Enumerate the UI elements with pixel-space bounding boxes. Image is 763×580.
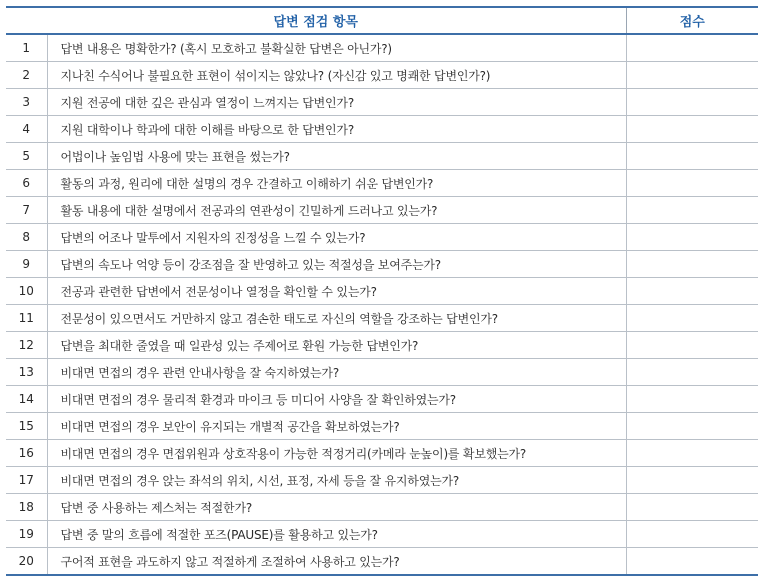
- score-cell[interactable]: [626, 413, 758, 440]
- row-number: 16: [6, 440, 47, 467]
- score-cell[interactable]: [626, 332, 758, 359]
- table-row: [6, 224, 758, 251]
- row-number: 19: [6, 521, 47, 548]
- score-cell[interactable]: [626, 143, 758, 170]
- check-item-text: 답변 중 사용하는 제스처는 적절한가?: [47, 494, 626, 521]
- table-row: [6, 197, 758, 224]
- score-cell[interactable]: [626, 359, 758, 386]
- check-item-text: 지나친 수식어나 불필요한 표현이 섞이지는 않았나? (자신감 있고 명쾌한 답변인가?): [47, 62, 626, 89]
- table-row: [6, 494, 758, 521]
- score-cell[interactable]: [626, 197, 758, 224]
- check-item-text: 비대면 면접의 경우 면접위원과 상호작용이 가능한 적정거리(카메라 눈높이)를 확보했는가?: [47, 440, 626, 467]
- header-score-label: 점수: [626, 7, 758, 34]
- answer-checklist-table: [6, 6, 758, 576]
- row-number: 15: [6, 413, 47, 440]
- row-number: 5: [6, 143, 47, 170]
- score-cell[interactable]: [626, 170, 758, 197]
- table-row: [6, 359, 758, 386]
- check-item-text: 전공과 관련한 답변에서 전문성이나 열정을 확인할 수 있는가?: [47, 278, 626, 305]
- row-number: 12: [6, 332, 47, 359]
- score-cell[interactable]: [626, 521, 758, 548]
- table-row: [6, 386, 758, 413]
- table-row: [6, 89, 758, 116]
- check-item-text: 답변 내용은 명확한가? (혹시 모호하고 불확실한 답변은 아닌가?): [47, 34, 626, 62]
- row-number: 4: [6, 116, 47, 143]
- row-number: 3: [6, 89, 47, 116]
- table-row: [6, 170, 758, 197]
- score-cell[interactable]: [626, 467, 758, 494]
- row-number: 17: [6, 467, 47, 494]
- row-number: 13: [6, 359, 47, 386]
- check-item-text: 비대면 면접의 경우 보안이 유지되는 개별적 공간을 확보하였는가?: [47, 413, 626, 440]
- table-row: [6, 116, 758, 143]
- table-header: [6, 7, 758, 34]
- score-cell[interactable]: [626, 251, 758, 278]
- header-item-label: 답변 점검 항목: [6, 7, 626, 34]
- row-number: 6: [6, 170, 47, 197]
- table-row: [6, 278, 758, 305]
- table-body: [6, 34, 758, 575]
- check-item-text: 전문성이 있으면서도 거만하지 않고 겸손한 태도로 자신의 역할을 강조하는 답변인가?: [47, 305, 626, 332]
- check-item-text: 비대면 면접의 경우 앉는 좌석의 위치, 시선, 표정, 자세 등을 잘 유지하였는가?: [47, 467, 626, 494]
- table-row: [6, 305, 758, 332]
- score-cell[interactable]: [626, 278, 758, 305]
- score-cell[interactable]: [626, 440, 758, 467]
- check-item-text: 비대면 면접의 경우 관련 안내사항을 잘 숙지하였는가?: [47, 359, 626, 386]
- check-item-text: 지원 전공에 대한 깊은 관심과 열정이 느껴지는 답변인가?: [47, 89, 626, 116]
- table-row: [6, 251, 758, 278]
- checklist-sheet: [6, 6, 758, 576]
- row-number: 1: [6, 34, 47, 62]
- table-row: [6, 548, 758, 576]
- header-row: [6, 7, 758, 34]
- score-cell[interactable]: [626, 494, 758, 521]
- check-item-text: 활동 내용에 대한 설명에서 전공과의 연관성이 긴밀하게 드러나고 있는가?: [47, 197, 626, 224]
- table-row: [6, 440, 758, 467]
- score-cell[interactable]: [626, 224, 758, 251]
- row-number: 14: [6, 386, 47, 413]
- row-number: 2: [6, 62, 47, 89]
- check-item-text: 답변의 속도나 억양 등이 강조점을 잘 반영하고 있는 적절성을 보여주는가?: [47, 251, 626, 278]
- table-row: [6, 332, 758, 359]
- check-item-text: 답변의 어조나 말투에서 지원자의 진정성을 느낄 수 있는가?: [47, 224, 626, 251]
- row-number: 10: [6, 278, 47, 305]
- score-cell[interactable]: [626, 548, 758, 576]
- check-item-text: 비대면 면접의 경우 물리적 환경과 마이크 등 미디어 사양을 잘 확인하였는가?: [47, 386, 626, 413]
- check-item-text: 답변 중 말의 흐름에 적절한 포즈(PAUSE)를 활용하고 있는가?: [47, 521, 626, 548]
- check-item-text: 활동의 과정, 원리에 대한 설명의 경우 간결하고 이해하기 쉬운 답변인가?: [47, 170, 626, 197]
- check-item-text: 지원 대학이나 학과에 대한 이해를 바탕으로 한 답변인가?: [47, 116, 626, 143]
- score-cell[interactable]: [626, 89, 758, 116]
- table-row: [6, 467, 758, 494]
- score-cell[interactable]: [626, 305, 758, 332]
- row-number: 8: [6, 224, 47, 251]
- table-row: [6, 62, 758, 89]
- check-item-text: 구어적 표현을 과도하지 않고 적절하게 조절하여 사용하고 있는가?: [47, 548, 626, 576]
- row-number: 11: [6, 305, 47, 332]
- row-number: 9: [6, 251, 47, 278]
- score-cell[interactable]: [626, 116, 758, 143]
- row-number: 20: [6, 548, 47, 576]
- score-cell[interactable]: [626, 34, 758, 62]
- score-cell[interactable]: [626, 62, 758, 89]
- table-row: [6, 34, 758, 62]
- row-number: 18: [6, 494, 47, 521]
- table-row: [6, 143, 758, 170]
- check-item-text: 답변을 최대한 줄였을 때 일관성 있는 주제어로 환원 가능한 답변인가?: [47, 332, 626, 359]
- table-row: [6, 413, 758, 440]
- row-number: 7: [6, 197, 47, 224]
- score-cell[interactable]: [626, 386, 758, 413]
- check-item-text: 어법이나 높임법 사용에 맞는 표현을 썼는가?: [47, 143, 626, 170]
- table-row: [6, 521, 758, 548]
